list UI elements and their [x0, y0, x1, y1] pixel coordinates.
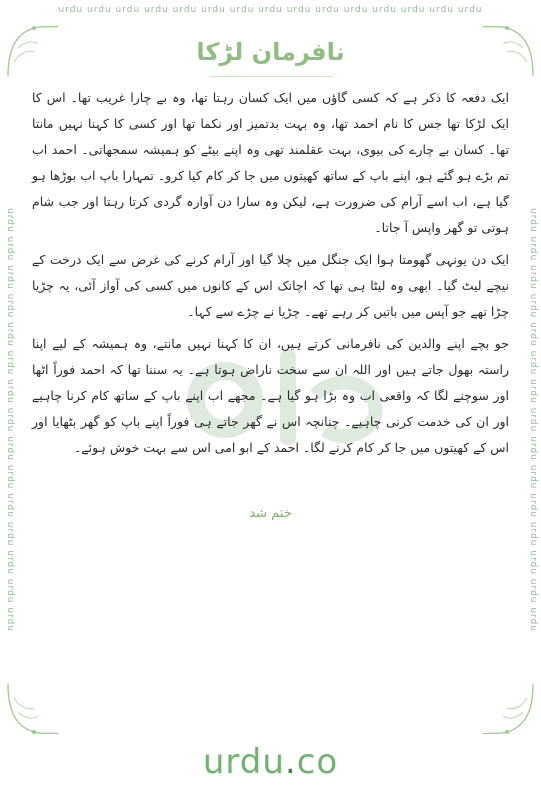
border-right-band: urdu urdu urdu urdu urdu urdu urdu urdu urdu urdu urdu urdu urdu urdu urdu	[528, 208, 538, 632]
corner-ornament-icon	[4, 680, 62, 738]
story-body	[32, 85, 509, 467]
story-paragraph: ایک دن یونہی گھومتا ہوا ایک جنگل میں چلا گیا اور آرام کرنے کی غرض سے ایک درخت کے نیچے لیٹ گیا۔ ابھی وہ لیٹا ہی تھا کہ اچانک اس کے کانوں میں کسی کی آواز آئی، یہ چڑیا چڑا تھے جو آپس میں باتیں کر رہے تھے۔ چڑیا نے چڑے سے کہا۔	[32, 252, 509, 319]
border-left-band: urdu urdu urdu urdu urdu urdu urdu urdu urdu urdu urdu urdu urdu urdu urdu	[5, 208, 15, 632]
page-title: نافرمان لڑکا	[196, 38, 345, 66]
story-paragraph: جو بچے اپنے والدین کی نافرمانی کرتے ہیں، ان کا کہنا نہیں مانتے، وہ ہمیشہ کے لیے اپنا راستہ بھول جاتے ہیں اور اللہ ان سے سخت ناراض ہوتا ہے۔ یہ سننا تھا کہ احمد فوراً اٹھا اور سوچنے لگا کہ واقعی اب وہ بڑا ہو گیا ہے۔ مجھے اب اپنے باپ کے ساتھ کام کرنا چاہیے اور ان کی خدمت کرنی چاہیے۔ چنانچہ اس نے گھر جاتے ہی فوراً اپنے باپ کو گھر بٹھایا اور اس کے کھیتوں میں جا کر کام کرنے لگا۔ احمد کے ابو امی اس سے بہت خوش ہوئے۔	[32, 336, 509, 455]
title-divider	[210, 76, 332, 77]
site-logo-main: urdu	[202, 742, 285, 782]
site-logo-dot: .	[284, 742, 297, 782]
site-logo-tld: co	[296, 742, 339, 782]
border-top-band: urdu urdu urdu urdu urdu urdu urdu urdu urdu urdu urdu urdu urdu urdu urdu	[58, 5, 483, 15]
story-ending: ختم شد	[249, 506, 292, 521]
corner-ornament-icon	[479, 680, 537, 738]
story-paragraph: ایک دفعہ کا ذکر ہے کہ کسی گاؤں میں ایک کسان رہتا تھا، وہ بے چارا غریب تھا۔ اس کا ایک لڑکا تھا جس کا نام احمد تھا، وہ بہت بدتمیز اور نکما تھا اور کسی کا کہنا نہیں مانتا تھا۔ کسان بے چارے کی بیوی، بہت عقلمند تھی وہ اپنے بیٹے کو ہمیشہ سمجھاتی۔ احمد اب تم بڑے ہو گئے ہو، اپنے باپ کے ساتھ کھیتوں میں جا کر کام کیا کرو۔ تمہارا باپ اب بوڑھا ہو گیا ہے، اب اسے آرام کی ضرورت ہے، لیکن وہ سارا دن آوارہ گردی کرتا رہتا اور جب شام ہوتی تو گھر واپس آ جاتا۔	[32, 90, 509, 235]
site-logo[interactable]	[0, 742, 541, 782]
